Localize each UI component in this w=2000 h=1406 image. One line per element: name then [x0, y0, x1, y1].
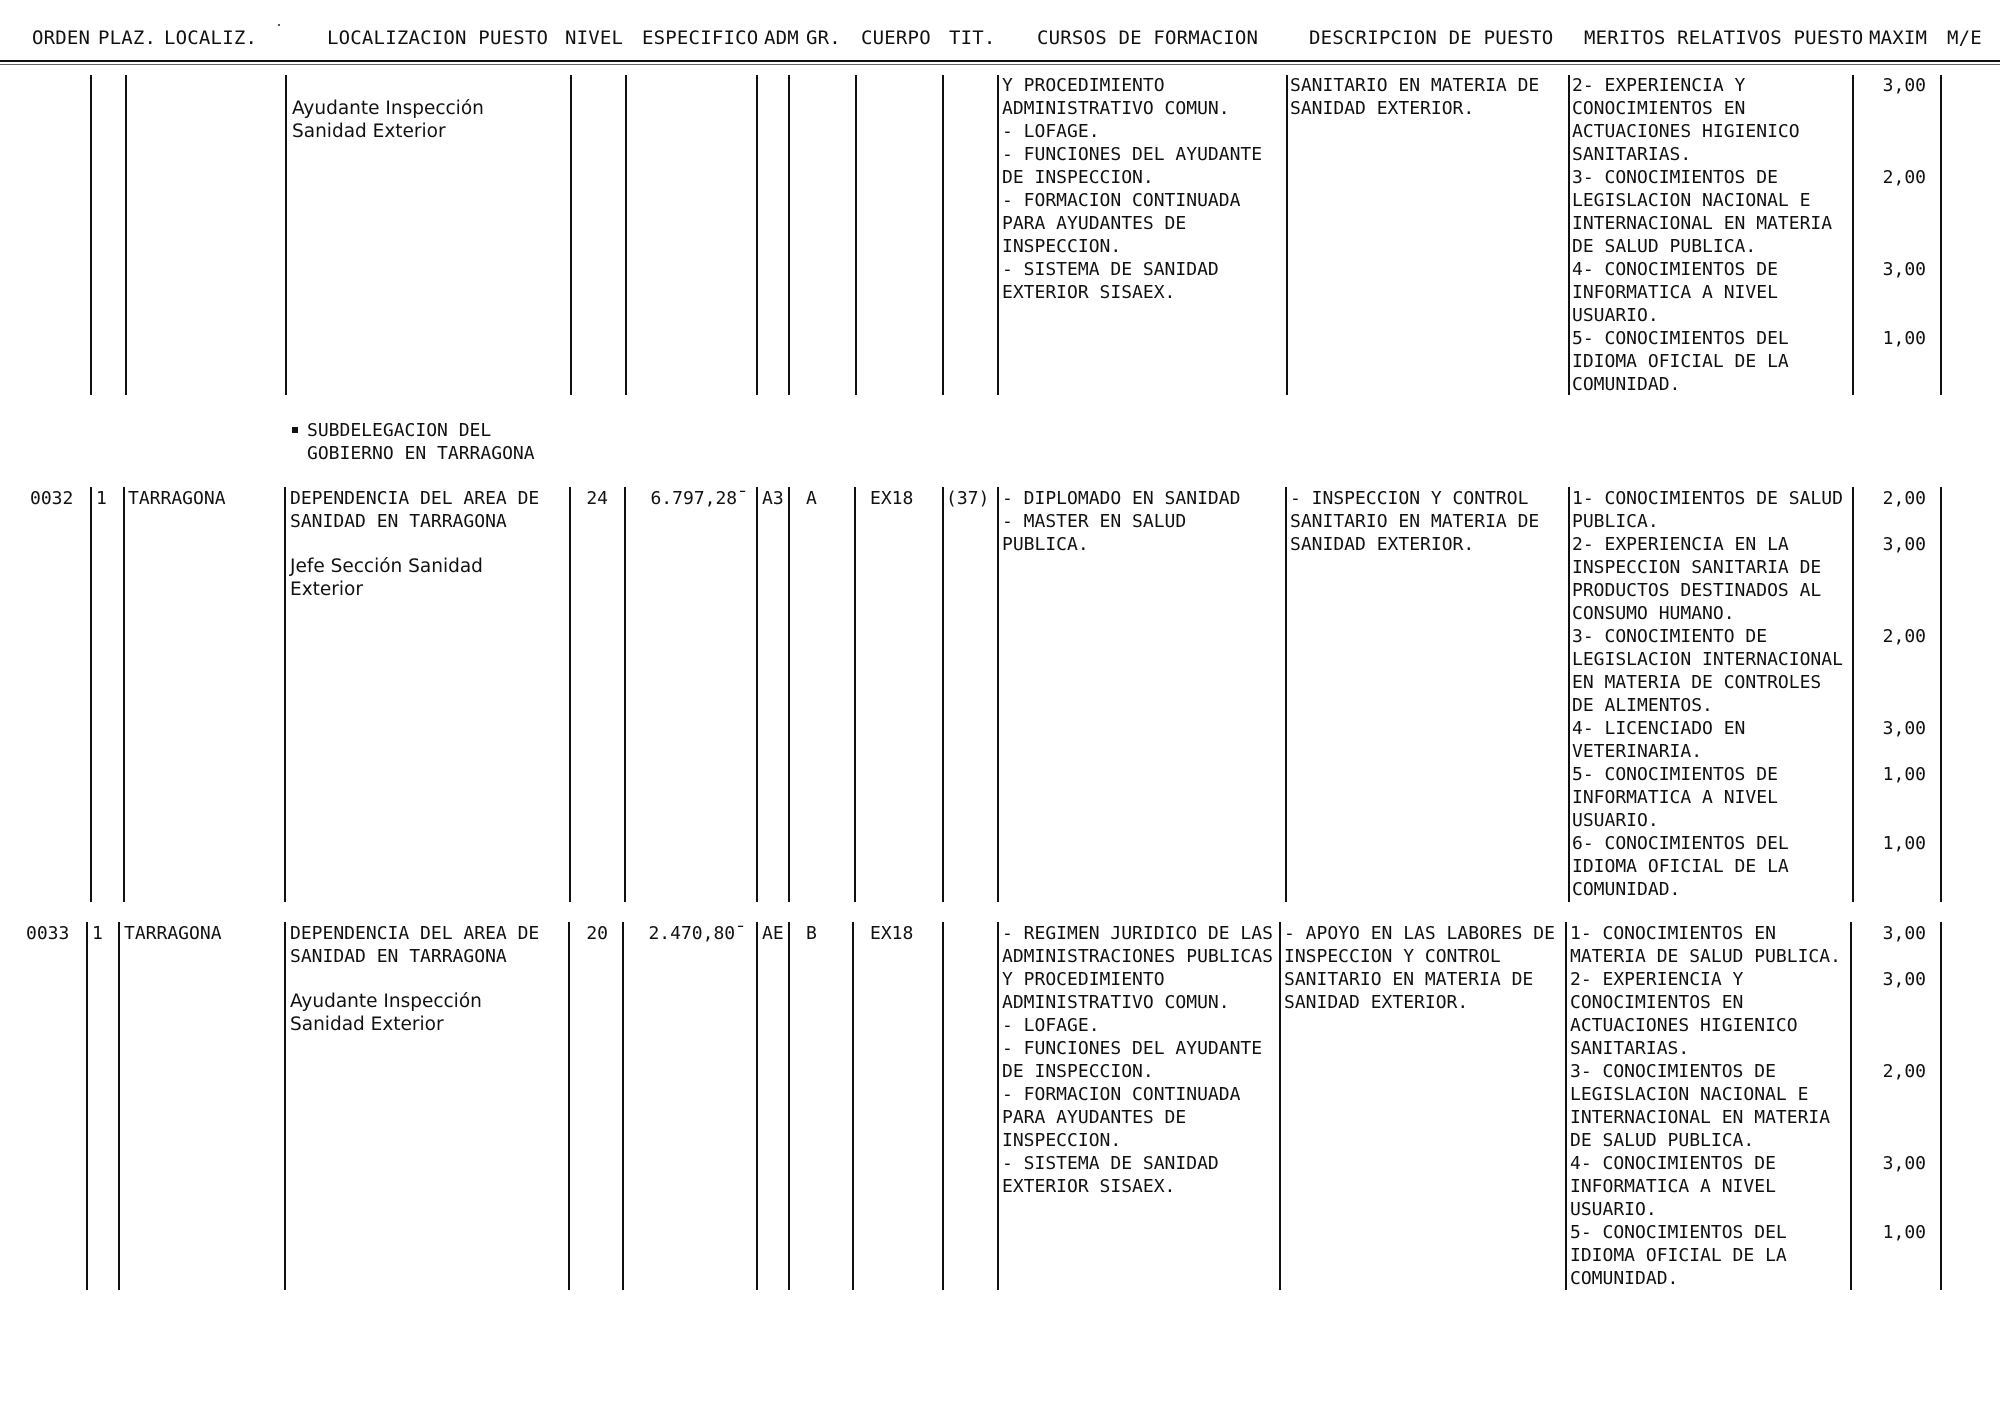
cell-line [1940, 922, 1942, 1290]
cell-line [1568, 75, 1570, 395]
header-cuerpo: CUERPO [861, 27, 931, 49]
merito-item: 4- LICENCIADO EN VETERINARIA. [1572, 718, 1746, 762]
cell-line [788, 75, 790, 395]
cell-line [1565, 922, 1567, 1290]
header-orden: ORDEN [32, 27, 91, 49]
merito-max: 1,00 [1882, 328, 1926, 349]
header-maxim: MAXIM [1869, 27, 1928, 49]
merito-max: 3,00 [1882, 75, 1926, 96]
cell-line [854, 487, 856, 902]
header-localiz: LOCALIZ. [164, 27, 258, 49]
cell-line [997, 75, 999, 395]
cell-line [852, 922, 854, 1290]
header-me: M/E [1947, 27, 1982, 49]
merito-max: 2,00 [1882, 488, 1926, 509]
cell-line [942, 487, 944, 902]
header-adm: ADM [764, 27, 799, 49]
cell-line [1286, 75, 1288, 395]
cell-line [756, 922, 758, 1290]
merito-item: 2- EXPERIENCIA Y CONOCIMIENTOS EN ACTUACIONES HIGIENICO SANITARIAS. [1570, 969, 1798, 1059]
merito-item: 6- CONOCIMIENTOS DEL IDIOMA OFICIAL DE LA COMUNIDAD. [1572, 833, 1789, 900]
header-descripcion: DESCRIPCION DE PUESTO [1309, 27, 1554, 49]
merito-max: 3,00 [1882, 259, 1926, 280]
cuerpo-cell: EX18 [870, 923, 914, 944]
merito-item: 4- CONOCIMIENTOS DE INFORMATICA A NIVEL USUARIO. [1570, 1153, 1776, 1220]
cell-line [1940, 75, 1942, 395]
cell-line [625, 75, 627, 395]
cell-line [284, 487, 286, 902]
gr-cell: B [806, 923, 817, 944]
merito-item: 1- CONOCIMIENTOS DE SALUD PUBLICA. [1572, 488, 1843, 532]
cell-line [123, 487, 125, 902]
merito-item: 5- CONOCIMIENTOS DE INFORMATICA A NIVEL USUARIO. [1572, 764, 1778, 831]
cell-line [570, 75, 572, 395]
adm-cell: A3 [762, 488, 784, 509]
merito-max: 3,00 [1882, 534, 1926, 555]
merito-max: 2,00 [1882, 167, 1926, 188]
cell-line [1852, 487, 1854, 902]
descripcion-puesto: SANITARIO EN MATERIA DE SANIDAD EXTERIOR. [1290, 75, 1540, 119]
cell-line [568, 922, 570, 1290]
header-tit: TIT. [949, 27, 996, 49]
merito-max: 1,00 [1882, 764, 1926, 785]
merito-max: 1,00 [1882, 833, 1926, 854]
merito-item: 2- EXPERIENCIA Y CONOCIMIENTOS EN ACTUACIONES HIGIENICO SANITARIAS. [1572, 75, 1800, 165]
cell-line [90, 75, 92, 395]
cell-line [569, 487, 571, 902]
header-localizacion-puesto: LOCALIZACION PUESTO [327, 27, 549, 49]
header-cursos: CURSOS DE FORMACION [1037, 27, 1259, 49]
header-rule [0, 60, 2000, 62]
cell-line [285, 75, 287, 395]
header-especifico: ESPECIFICO [642, 27, 759, 49]
dependencia-cell: DEPENDENCIA DEL AREA DE SANIDAD EN TARRAGONA [290, 923, 540, 967]
merito-item: 2- EXPERIENCIA EN LA INSPECCION SANITARIA DE PRODUCTOS DESTINADOS AL CONSUMO HUMANO. [1572, 534, 1822, 624]
plaz-cell: 1 [96, 488, 107, 509]
localiz-cell: TARRAGONA [128, 488, 226, 509]
cell-line [125, 75, 127, 395]
header-rule-thin [0, 64, 2000, 65]
nivel-cell: 20 [586, 923, 608, 944]
cell-line [997, 922, 999, 1290]
merito-item: 4- CONOCIMIENTOS DE INFORMATICA A NIVEL USUARIO. [1572, 259, 1778, 326]
dependencia-cell: DEPENDENCIA DEL AREA DE SANIDAD EN TARRAGONA [290, 488, 540, 532]
merito-max: 3,00 [1882, 923, 1926, 944]
puesto-title: Ayudante Inspección Sanidad Exterior [292, 98, 484, 142]
cursos-formacion: - REGIMEN JURIDICO DE LAS ADMINISTRACIONES PUBLICAS Y PROCEDIMIENTO ADMINISTRATIVO COMUN. - LOFAGE. - FUNCIONES DEL AYUDANTE DE INSPECCION. - FORMACION CONTINUADA PARA AYUDANTES DE INSPECCION. - SISTEMA DE SANIDAD EXTERIOR SISAEX. [1002, 923, 1273, 1197]
merito-item: 3- CONOCIMIENTOS DE LEGISLACION NACIONAL E INTERNACIONAL EN MATERIA DE SALUD PUBLICA. [1570, 1061, 1831, 1151]
descripcion-puesto: - APOYO EN LAS LABORES DE INSPECCION Y CONTROL SANITARIO EN MATERIA DE SANIDAD EXTERIOR. [1284, 923, 1555, 1013]
merito-item: 5- CONOCIMIENTOS DEL IDIOMA OFICIAL DE LA COMUNIDAD. [1570, 1222, 1787, 1289]
cell-line [118, 922, 120, 1290]
merito-item: 3- CONOCIMIENTO DE LEGISLACION INTERNACIONAL EN MATERIA DE CONTROLES DE ALIMENTOS. [1572, 626, 1843, 716]
cell-line [284, 922, 286, 1290]
header-meritos: MERITOS RELATIVOS PUESTO [1584, 27, 1864, 49]
puesto-title: Ayudante Inspección Sanidad Exterior [290, 991, 482, 1035]
cell-line [756, 75, 758, 395]
cell-line [788, 922, 790, 1290]
orden-cell: 0033 [26, 923, 70, 944]
especifico-cell: 6.797,28¯ [650, 488, 748, 509]
stray-mark [278, 24, 280, 26]
gr-cell: A [806, 488, 817, 509]
merito-item: 3- CONOCIMIENTOS DE LEGISLACION NACIONAL E INTERNACIONAL EN MATERIA DE SALUD PUBLICA. [1572, 167, 1833, 257]
merito-item: 1- CONOCIMIENTOS EN MATERIA DE SALUD PUBLICA. [1570, 923, 1841, 967]
section-heading: SUBDELEGACION DEL GOBIERNO EN TARRAGONA [292, 419, 535, 465]
cell-line [756, 487, 758, 902]
cell-line [855, 75, 857, 395]
merito-max: 1,00 [1882, 1222, 1926, 1243]
cell-line [1850, 922, 1852, 1290]
cell-line [624, 487, 626, 902]
header-plaz: PLAZ. [98, 27, 157, 49]
cell-line [1279, 922, 1281, 1290]
orden-cell: 0032 [30, 488, 74, 509]
nivel-cell: 24 [586, 488, 608, 509]
cell-line [90, 487, 92, 902]
cell-line [1285, 487, 1287, 902]
cell-line [1852, 75, 1854, 395]
especifico-cell: 2.470,80¯ [648, 923, 746, 944]
descripcion-puesto: - INSPECCION Y CONTROL SANITARIO EN MATERIA DE SANIDAD EXTERIOR. [1290, 488, 1540, 555]
cuerpo-cell: EX18 [870, 488, 914, 509]
cell-line [942, 922, 944, 1290]
cell-line [1568, 487, 1570, 902]
cursos-formacion: - DIPLOMADO EN SANIDAD - MASTER EN SALUD PUBLICA. [1002, 488, 1241, 555]
merito-max: 3,00 [1882, 718, 1926, 739]
merito-item: 5- CONOCIMIENTOS DEL IDIOMA OFICIAL DE LA COMUNIDAD. [1572, 328, 1789, 395]
cell-line [1940, 487, 1942, 902]
puesto-title: Jefe Sección Sanidad Exterior [290, 556, 483, 600]
cell-line [622, 922, 624, 1290]
merito-max: 3,00 [1882, 1153, 1926, 1174]
header-gr: GR. [806, 27, 841, 49]
merito-max: 2,00 [1882, 626, 1926, 647]
cell-line [997, 487, 999, 902]
adm-cell: AE [762, 923, 784, 944]
plaz-cell: 1 [92, 923, 103, 944]
merito-max: 2,00 [1882, 1061, 1926, 1082]
cursos-formacion: Y PROCEDIMIENTO ADMINISTRATIVO COMUN. - LOFAGE. - FUNCIONES DEL AYUDANTE DE INSPECCION. - FORMACION CONTINUADA PARA AYUDANTES DE INSPECCION. - SISTEMA DE SANIDAD EXTERIOR SISAEX. [1002, 75, 1263, 303]
localiz-cell: TARRAGONA [124, 923, 222, 944]
header-nivel: NIVEL [565, 27, 624, 49]
bullet-icon [292, 427, 298, 433]
cell-line [788, 487, 790, 902]
tit-cell: (37) [946, 488, 990, 509]
cell-line [942, 75, 944, 395]
cell-line [86, 922, 88, 1290]
merito-max: 3,00 [1882, 969, 1926, 990]
